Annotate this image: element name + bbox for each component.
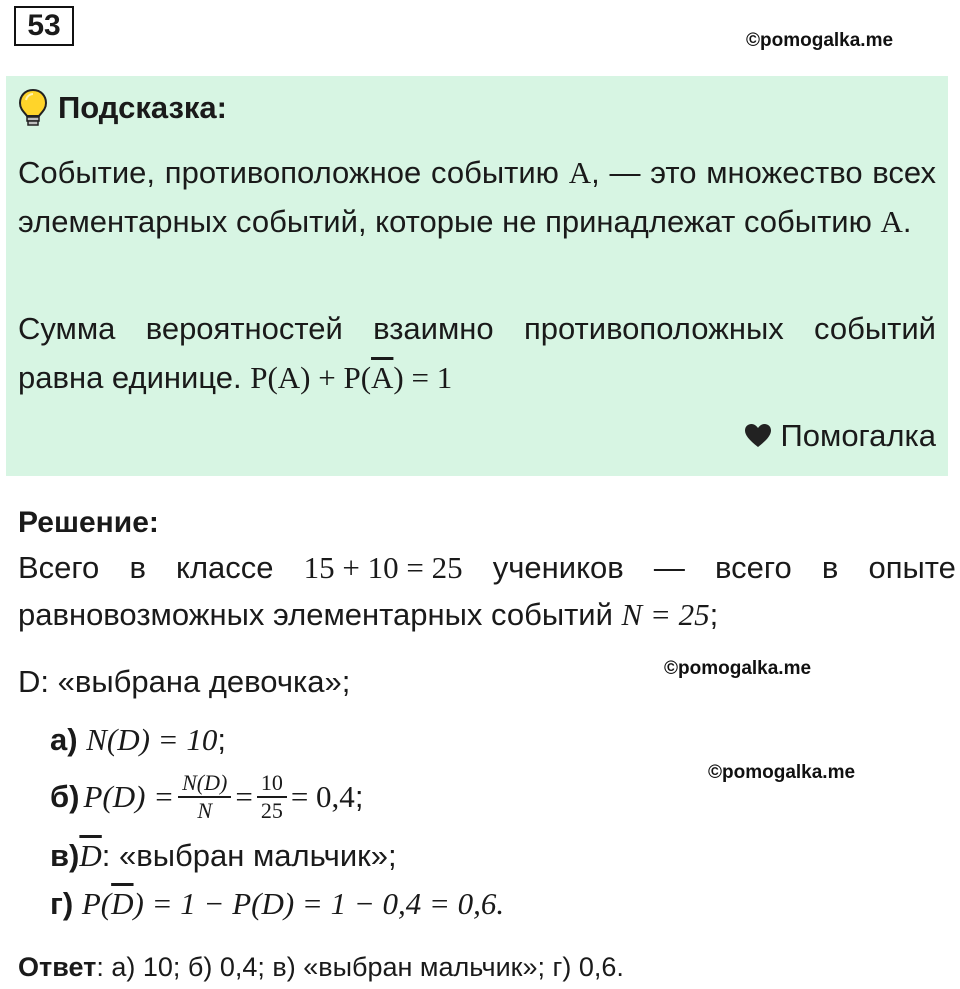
solution-text: равновозможных элементарных событий	[18, 597, 622, 632]
complement-var: $\overline{A}$	[371, 360, 394, 395]
complement-var: $\overline{D}$	[79, 838, 102, 873]
item-label: в)	[50, 838, 80, 873]
item-b	[50, 770, 363, 824]
brand-name: Помогалка	[780, 418, 936, 453]
hint-text: .	[902, 204, 912, 239]
fraction	[257, 770, 287, 824]
hint-text: Сумма вероятностей взаимно противоположных событий равна единице.	[18, 311, 936, 395]
answer-line	[18, 952, 624, 983]
sum-formula	[250, 360, 452, 395]
math-formula: N(D) = 10	[86, 722, 218, 757]
event-definition: D: «выбрана девочка»;	[18, 664, 351, 699]
math-formula: N = 25	[621, 597, 710, 632]
formula-part: P(A) + P(	[250, 360, 372, 395]
heart-icon	[744, 423, 772, 449]
solution-text: в	[129, 550, 146, 585]
solution-text: учеников	[492, 550, 624, 585]
solution-text: опыте	[868, 550, 956, 585]
math-formula: = 0,4	[290, 779, 355, 814]
solution-text: Всего	[18, 550, 100, 585]
formula-part: P(	[81, 886, 112, 921]
item-v	[50, 838, 397, 874]
solution-text: : «выбран мальчик»;	[101, 838, 397, 873]
hint-paragraph-1	[18, 148, 936, 246]
math-formula: P(D) =	[83, 779, 175, 814]
solution-text: ;	[217, 722, 226, 757]
complement-var: $\overline{D}$	[111, 886, 134, 921]
solution-line-1	[18, 550, 956, 586]
fraction-numerator: 10	[257, 770, 287, 798]
answer-label: Ответ	[18, 952, 97, 982]
solution-text: —	[653, 550, 685, 585]
answer-text: : а) 10; б) 0,4; в) «выбран мальчик»; г) 0,6.	[96, 952, 624, 982]
solution-text: классе	[176, 550, 274, 585]
math-var: A	[568, 155, 592, 190]
watermark: ©pomogalka.me	[746, 30, 894, 51]
hint-text: Событие, противоположное событию	[18, 155, 569, 190]
math-formula	[82, 886, 504, 921]
solution-text: всего	[715, 550, 792, 585]
task-number: 53	[14, 6, 74, 46]
fraction-denominator: 25	[260, 798, 283, 823]
hint-box	[6, 76, 948, 476]
math-formula: 15 + 10 = 25	[303, 550, 463, 585]
math-var: A	[880, 204, 903, 239]
item-g	[50, 886, 504, 922]
watermark: ©pomogalka.me	[708, 762, 856, 783]
formula-part: ) = 1	[393, 360, 453, 395]
watermark: ©pomogalka.me	[664, 658, 812, 679]
solution-text: ;	[354, 779, 364, 814]
formula-part: ) = 1 − P(D) = 1 − 0,4 = 0,6.	[133, 886, 505, 921]
item-label: г)	[50, 886, 74, 921]
fraction-numerator: N(D)	[178, 770, 231, 798]
hint-text: , — это множество всех элементарных событий, которые не принадлежат событию	[18, 155, 936, 239]
solution-title: Решение:	[18, 506, 159, 539]
item-label: б)	[50, 779, 80, 814]
solution-text: в	[821, 550, 839, 585]
fraction-denominator: N	[197, 798, 213, 823]
solution-line-2	[18, 597, 718, 633]
lightbulb-icon	[18, 88, 48, 128]
item-label: а)	[50, 722, 78, 757]
hint-title: Подсказка:	[58, 90, 227, 125]
hint-paragraph-2	[18, 304, 936, 402]
fraction	[178, 770, 231, 824]
hint-header	[18, 88, 227, 128]
math-formula: =	[235, 779, 253, 814]
brand-signature	[744, 418, 936, 454]
solution-text: ;	[709, 597, 719, 632]
item-a	[50, 722, 226, 758]
